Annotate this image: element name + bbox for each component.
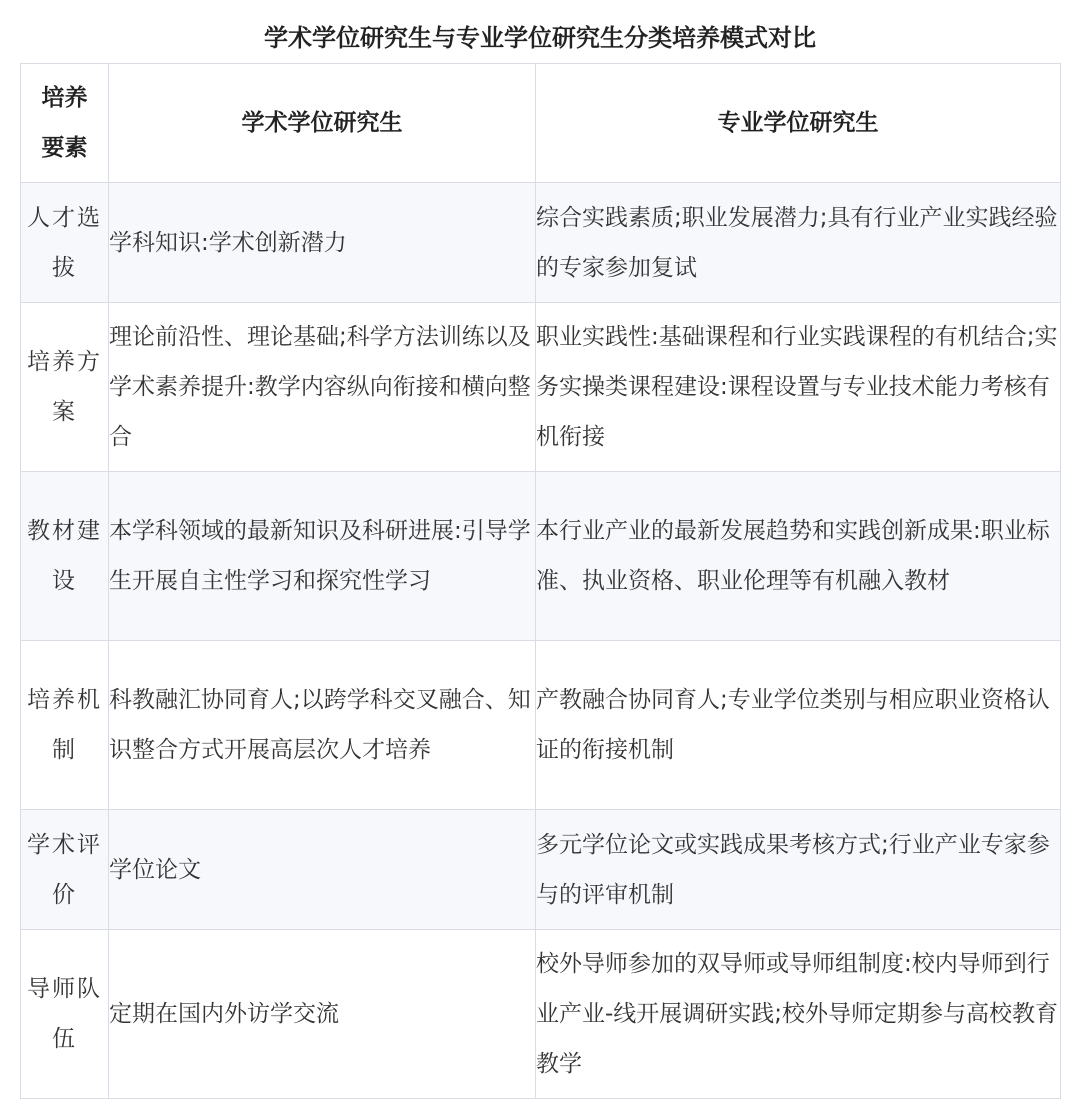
- table-row: [21, 472, 1061, 641]
- row-element: 培养方案: [21, 303, 109, 472]
- header-professional: 专业学位研究生: [536, 64, 1061, 183]
- row-element: 教材建设: [21, 472, 109, 641]
- row-academic: 学科知识:学术创新潜力: [109, 183, 536, 303]
- row-element: 人才选拔: [21, 183, 109, 303]
- row-academic: 学位论文: [109, 810, 536, 930]
- row-professional: 多元学位论文或实践成果考核方式;行业产业专家参与的评审机制: [536, 810, 1061, 930]
- row-professional: 产教融合协同育人;专业学位类别与相应职业资格认证的衔接机制: [536, 641, 1061, 810]
- header-row: [21, 64, 1061, 183]
- comparison-table: [20, 63, 1061, 1099]
- row-professional: 校外导师参加的双导师或导师组制度:校内导师到行业产业-线开展调研实践;校外导师定期参与高校教育教学: [536, 930, 1061, 1099]
- row-element: 学术评价: [21, 810, 109, 930]
- row-professional: 职业实践性:基础课程和行业实践课程的有机结合;实务实操类课程建设:课程设置与专业技术能力考核有机衔接: [536, 303, 1061, 472]
- row-academic: 科教融汇协同育人;以跨学科交叉融合、知识整合方式开展高层次人才培养: [109, 641, 536, 810]
- row-academic: 定期在国内外访学交流: [109, 930, 536, 1099]
- row-element: 导师队伍: [21, 930, 109, 1099]
- table-title: 学术学位研究生与专业学位研究生分类培养模式对比: [264, 24, 816, 52]
- table-row: [21, 930, 1061, 1099]
- row-academic: 理论前沿性、理论基础;科学方法训练以及学术素养提升:教学内容纵向衔接和横向整合: [109, 303, 536, 472]
- table-row: [21, 183, 1061, 303]
- header-academic: 学术学位研究生: [109, 64, 536, 183]
- table-row: [21, 810, 1061, 930]
- row-academic: 本学科领域的最新知识及科研进展:引导学生开展自主性学习和探究性学习: [109, 472, 536, 641]
- row-element: 培养机制: [21, 641, 109, 810]
- table-row: [21, 303, 1061, 472]
- header-element: 培养 要素: [21, 64, 109, 183]
- row-professional: 综合实践素质;职业发展潜力;具有行业产业实践经验的专家参加复试: [536, 183, 1061, 303]
- row-professional: 本行业产业的最新发展趋势和实践创新成果:职业标准、执业资格、职业伦理等有机融入教材: [536, 472, 1061, 641]
- table-row: [21, 641, 1061, 810]
